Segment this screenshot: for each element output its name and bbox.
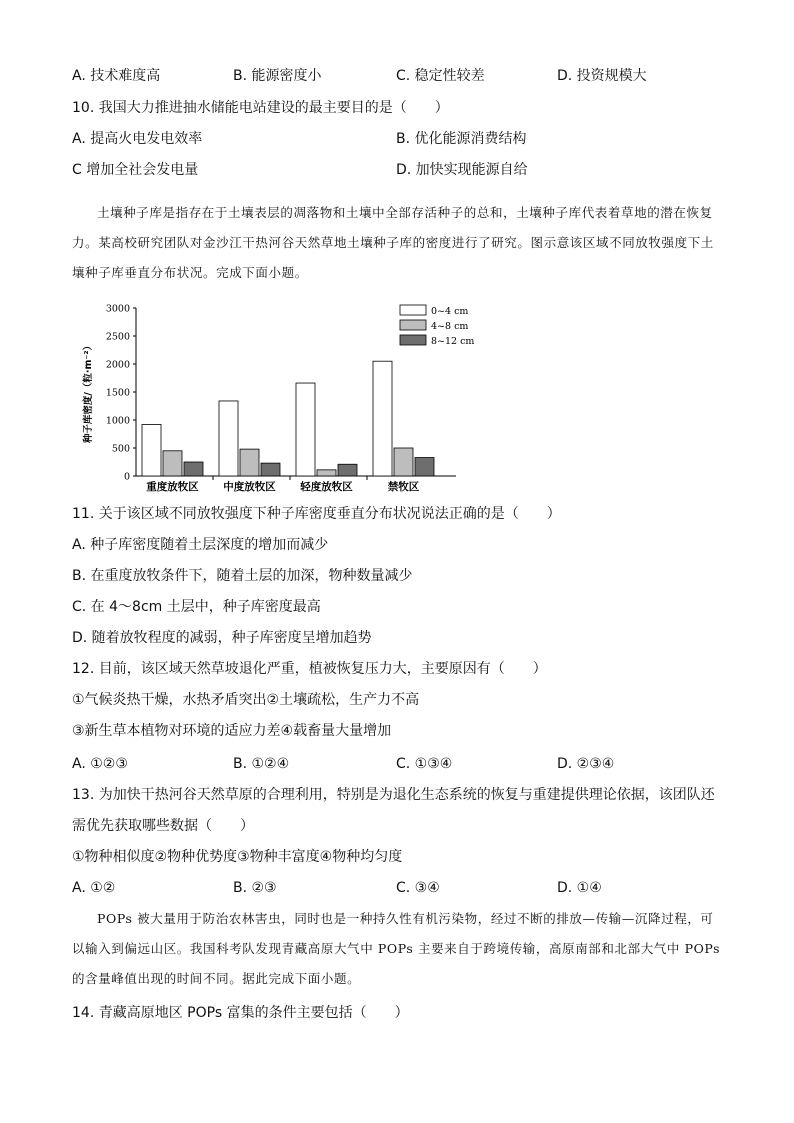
q11-option-d: D. 随着放牧程度的减弱，种子库密度呈增加趋势 <box>72 630 372 646</box>
x-category-label: 禁牧区 <box>387 481 420 493</box>
legend-label: 8~12 cm <box>431 336 475 347</box>
seed-bank-density-chart <box>78 298 488 498</box>
legend-swatch <box>400 320 426 330</box>
q13-items: ①物种相似度②物种优势度③物种丰富度④物种均匀度 <box>72 849 403 865</box>
y-tick-label: 2500 <box>105 331 130 343</box>
q12-option-d: D. ②③④ <box>557 756 615 772</box>
q13-option-a: A. ①② <box>72 880 116 896</box>
bar <box>240 449 259 476</box>
bar <box>373 361 392 476</box>
q9-option-c: C. 稳定性较差 <box>396 68 485 84</box>
chart-y-axis-label: 种子库密度/（粒·m⁻²） <box>83 340 94 444</box>
q12-items-line2: ③新生草本植物对环境的适应力差④载畜量大量增加 <box>72 723 392 739</box>
bar <box>163 451 182 476</box>
q14-stem: 14. 青藏高原地区 POPs 富集的条件主要包括（ ） <box>72 1005 409 1021</box>
legend-label: 0~4 cm <box>431 306 469 317</box>
q13-stem-line2: 需优先获取哪些数据（ ） <box>72 818 254 834</box>
q10-option-c: C 增加全社会发电量 <box>72 162 199 178</box>
q11-option-b: B. 在重度放牧条件下，随着土层的加深，物种数量减少 <box>72 568 413 584</box>
chart-y-ticks <box>106 304 136 483</box>
bar <box>142 424 161 476</box>
bar <box>317 470 336 476</box>
bar <box>261 463 280 476</box>
q11-option-a: A. 种子库密度随着土层深度的增加而减少 <box>72 537 329 553</box>
y-tick-label: 1000 <box>105 415 130 427</box>
q10-option-a: A. 提高火电发电效率 <box>72 131 203 147</box>
bar <box>415 458 434 476</box>
q9-option-a: A. 技术难度高 <box>72 68 161 84</box>
q9-option-d: D. 投资规模大 <box>557 68 647 84</box>
chart-bars <box>142 361 434 476</box>
bar <box>338 464 357 476</box>
q12-stem: 12. 目前，该区域天然草坡退化严重，植被恢复压力大，主要原因有（ ） <box>72 661 547 677</box>
q12-option-b: B. ①②④ <box>233 756 290 772</box>
q10-option-d: D. 加快实现能源自给 <box>396 162 528 178</box>
q11-option-c: C. 在 4～8cm 土层中，种子库密度最高 <box>72 599 321 615</box>
y-tick-label: 2000 <box>105 359 130 371</box>
chart-legend <box>400 305 474 347</box>
y-tick-label: 500 <box>111 443 130 455</box>
chart-categories <box>146 476 419 493</box>
passage-seed-bank <box>72 198 722 288</box>
bar <box>219 401 238 476</box>
q13-option-c: C. ③④ <box>396 880 440 896</box>
passage-seed-bank-text: 土壤种子库是指存在于土壤表层的凋落物和土壤中全部存活种子的总和，土壤种子库代表着草地的潜在恢复力。某高校研究团队对金沙江干热河谷天然草地土壤种子库的密度进行了研究。图示意该区域不同放牧强度下土壤种子库垂直分布状况。完成下面小题。 <box>72 205 714 280</box>
passage-pops <box>72 904 722 994</box>
legend-swatch <box>400 305 426 315</box>
x-category-label: 中度放牧区 <box>223 481 276 493</box>
bar <box>184 462 203 476</box>
q12-items-line1: ①气候炎热干燥，水热矛盾突出②土壤疏松，生产力不高 <box>72 692 420 708</box>
q11-stem: 11. 关于该区域不同放牧强度下种子库密度垂直分布状况说法正确的是（ ） <box>72 506 561 522</box>
y-tick-label: 0 <box>123 471 130 483</box>
legend-label: 4~8 cm <box>431 321 469 332</box>
legend-swatch <box>400 335 426 345</box>
x-category-label: 轻度放牧区 <box>300 481 353 493</box>
passage-pops-text: POPs 被大量用于防治农林害虫，同时也是一种持久性有机污染物，经过不断的排放—传输—沉降过程，可以输入到偏远山区。我国科考队发现青藏高原大气中 POPs 主要来自于跨境传输，高原南部和北部大气中 POPs 的含量峰值出现的时间不同。据此完成下面小题。 <box>72 911 721 986</box>
bar <box>394 448 413 476</box>
q13-option-d: D. ①④ <box>557 880 602 896</box>
y-tick-label: 3000 <box>105 303 130 315</box>
x-category-label: 重度放牧区 <box>146 481 199 493</box>
q10-stem: 10. 我国大力推进抽水储能电站建设的最主要目的是（ ） <box>72 100 449 116</box>
q12-option-a: A. ①②③ <box>72 756 128 772</box>
q10-option-b: B. 优化能源消费结构 <box>396 131 527 147</box>
q9-option-b: B. 能源密度小 <box>233 68 322 84</box>
q13-option-b: B. ②③ <box>233 880 277 896</box>
y-tick-label: 1500 <box>105 387 130 399</box>
q13-stem-line1: 13. 为加快干热河谷天然草原的合理利用，特别是为退化生态系统的恢复与重建提供理论依据，该团队还 <box>72 787 715 803</box>
bar <box>296 383 315 476</box>
q12-option-c: C. ①③④ <box>396 756 453 772</box>
